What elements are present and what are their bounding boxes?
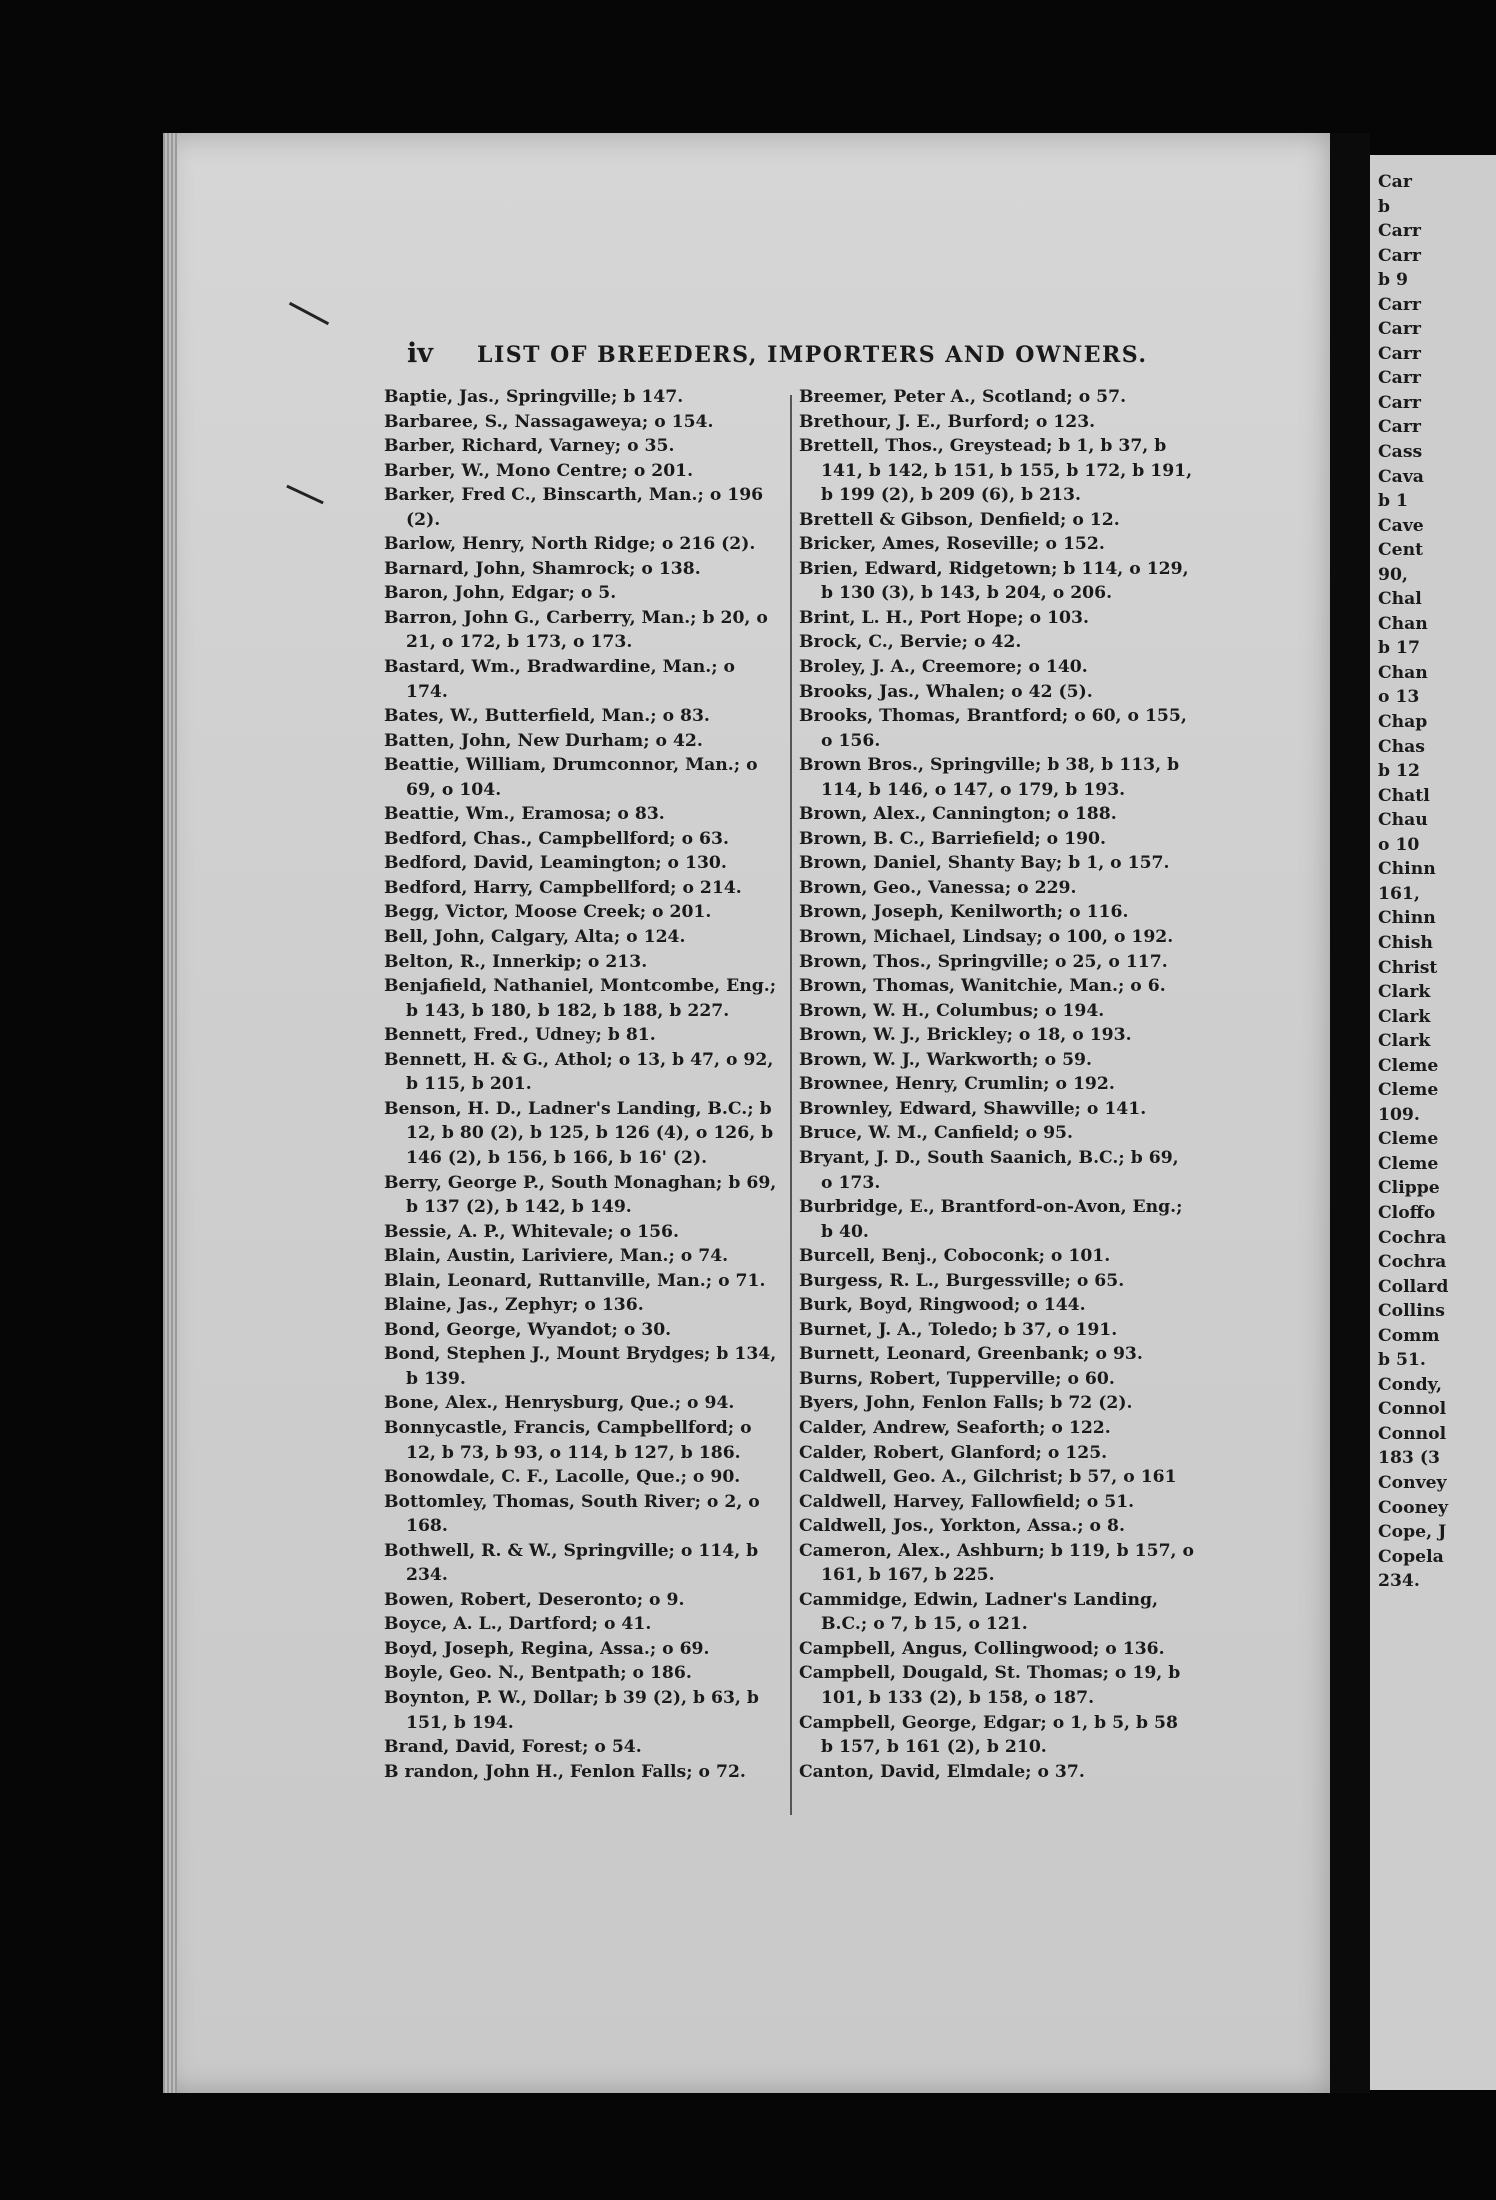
directory-entry: Breemer, Peter A., Scotland; o 57.	[799, 387, 1127, 407]
directory-entry: Caldwell, Jos., Yorkton, Assa.; o 8.	[799, 1516, 1125, 1537]
directory-entry: Bessie, A. P., Whitevale; o 156.	[384, 1221, 680, 1242]
adjacent-entry-fragment: Cleme	[1378, 1055, 1439, 1076]
directory-entry: Boynton, P. W., Dollar; b 39 (2), b 63, b 151, b 194.	[384, 1687, 759, 1733]
directory-entry: Bennett, Fred., Udney; b 81.	[384, 1025, 656, 1046]
directory-entry: Bruce, W. M., Canfield; o 95.	[799, 1123, 1073, 1144]
directory-entry: Bond, Stephen J., Mount Brydges; b 134, b 139.	[384, 1344, 777, 1389]
directory-entry: Broley, J. A., Creemore; o 140.	[799, 657, 1088, 678]
adjacent-entry-fragment: Carr	[1378, 417, 1421, 438]
adjacent-entry-fragment: o 13	[1378, 687, 1420, 708]
directory-entry: Barlow, Henry, North Ridge; o 216 (2).	[384, 534, 756, 555]
page-stack-edge	[163, 133, 177, 2093]
directory-entry: Boyce, A. L., Dartford; o 41.	[384, 1614, 652, 1635]
directory-entry: Bell, John, Calgary, Alta; o 124.	[384, 927, 686, 948]
directory-entry: Baron, John, Edgar; o 5.	[384, 583, 617, 604]
directory-entry: Brooks, Jas., Whalen; o 42 (5).	[799, 681, 1093, 702]
adjacent-entry-fragment: o 10	[1378, 834, 1420, 855]
adjacent-entry-fragment: b	[1378, 196, 1391, 217]
directory-entry: Brown, Alex., Cannington; o 188.	[799, 804, 1117, 825]
directory-entry: Brown, Joseph, Kenilworth; o 116.	[799, 902, 1129, 923]
directory-entry: Brooks, Thomas, Brantford; o 60, o 155, o 156.	[799, 706, 1187, 751]
book-gutter	[1330, 133, 1370, 2093]
column-divider	[790, 395, 792, 1815]
directory-entry: Brethour, J. E., Burford; o 123.	[799, 411, 1096, 432]
directory-entry: Bedford, David, Leamington; o 130.	[384, 853, 727, 874]
directory-entry: Burbridge, E., Brantford-on-Avon, Eng.; b 40.	[799, 1197, 1183, 1242]
directory-entry: Blaine, Jas., Zephyr; o 136.	[384, 1295, 644, 1316]
adjacent-entry-fragment: b 1	[1378, 491, 1408, 512]
directory-entry: Calder, Robert, Glanford; o 125.	[799, 1442, 1108, 1463]
directory-entry: Bennett, H. & G., Athol; o 13, b 47, o 92, b 115, b 201.	[384, 1049, 774, 1095]
adjacent-entry-fragment: Cleme	[1378, 1153, 1439, 1174]
directory-entry: Barron, John G., Carberry, Man.; b 20, o 21, o 172, b 173, o 173.	[384, 607, 768, 653]
directory-entry: Brown, W. J., Brickley; o 18, o 193.	[799, 1025, 1132, 1046]
directory-entry: Beattie, Wm., Eramosa; o 83.	[384, 804, 665, 825]
adjacent-entry-fragment: Cass	[1378, 442, 1423, 463]
adjacent-entry-fragment: b 12	[1378, 761, 1420, 782]
directory-entry: Blain, Austin, Lariviere, Man.; o 74.	[384, 1246, 729, 1267]
adjacent-entry-fragment: Carr	[1378, 392, 1421, 413]
directory-entry: Bonowdale, C. F., Lacolle, Que.; o 90.	[384, 1467, 741, 1488]
directory-entry: Begg, Victor, Moose Creek; o 201.	[384, 902, 712, 923]
adjacent-entry-fragment: Chatl	[1378, 785, 1430, 806]
directory-entry: Bothwell, R. & W., Springville; o 114, b 234.	[384, 1540, 759, 1586]
directory-entry: Bedford, Harry, Campbellford; o 214.	[384, 877, 742, 898]
adjacent-entry-fragment: Cochra	[1378, 1252, 1447, 1273]
directory-entry: Brown, Geo., Vanessa; o 229.	[799, 877, 1077, 898]
directory-entry: Brownee, Henry, Crumlin; o 192.	[799, 1074, 1115, 1095]
adjacent-entry-fragment: 90,	[1378, 564, 1408, 585]
directory-entry: Batten, John, New Durham; o 42.	[384, 730, 703, 751]
adjacent-entry-fragment: Collins	[1378, 1301, 1445, 1322]
right-column	[799, 385, 1194, 1784]
adjacent-entry-fragment: Cloffo	[1378, 1202, 1436, 1223]
directory-entry: Calder, Andrew, Seaforth; o 122.	[799, 1417, 1111, 1438]
adjacent-entry-fragment: Connol	[1378, 1423, 1447, 1444]
directory-entry: Burns, Robert, Tupperville; o 60.	[799, 1368, 1115, 1389]
directory-entry: Brownley, Edward, Shawville; o 141.	[799, 1098, 1147, 1119]
directory-entry: Bates, W., Butterfield, Man.; o 83.	[384, 706, 710, 727]
directory-entry: Bone, Alex., Henrysburg, Que.; o 94.	[384, 1393, 735, 1414]
directory-entry: Brown, Thos., Springville; o 25, o 117.	[799, 951, 1168, 972]
running-title: LIST OF BREEDERS, IMPORTERS AND OWNERS.	[477, 342, 1148, 368]
directory-entry: Caldwell, Geo. A., Gilchrist; b 57, o 161	[799, 1467, 1177, 1488]
adjacent-entry-fragment: b 51.	[1378, 1350, 1426, 1371]
adjacent-entry-fragment: Carr	[1378, 294, 1421, 315]
directory-entry: Brien, Edward, Ridgetown; b 114, o 129, b 130 (3), b 143, b 204, o 206.	[799, 558, 1189, 604]
adjacent-entry-fragment: Chinn	[1378, 908, 1436, 929]
directory-entry: Campbell, Angus, Collingwood; o 136.	[799, 1638, 1165, 1659]
adjacent-entry-fragment: Car	[1378, 172, 1412, 192]
directory-entry: Bedford, Chas., Campbellford; o 63.	[384, 828, 729, 849]
adjacent-entry-fragment: Connol	[1378, 1399, 1447, 1420]
adjacent-entry-fragment: Clark	[1378, 1006, 1431, 1027]
adjacent-entry-fragment: Cleme	[1378, 1080, 1439, 1101]
directory-entry: B randon, John H., Fenlon Falls; o 72.	[384, 1761, 746, 1782]
adjacent-entry-fragment: Convey	[1378, 1472, 1447, 1493]
adjacent-entry-fragment: Chan	[1378, 613, 1428, 634]
adjacent-entry-fragment: Carr	[1378, 368, 1421, 389]
directory-entry: Bottomley, Thomas, South River; o 2, o 168.	[384, 1491, 760, 1537]
adjacent-entry-fragment: Cleme	[1378, 1129, 1439, 1150]
directory-entry: Brock, C., Bervie; o 42.	[799, 632, 1022, 653]
adjacent-entry-fragment: 161,	[1378, 883, 1420, 904]
directory-entry: Bond, George, Wyandot; o 30.	[384, 1319, 672, 1340]
adjacent-entry-fragment: Christ	[1378, 957, 1438, 978]
directory-entry: Canton, David, Elmdale; o 37.	[799, 1761, 1085, 1782]
directory-entry: Burk, Boyd, Ringwood; o 144.	[799, 1295, 1086, 1316]
directory-entry: Bryant, J. D., South Saanich, B.C.; b 69, o 173.	[799, 1147, 1179, 1193]
directory-entry: Benson, H. D., Ladner's Landing, B.C.; b 12, b 80 (2), b 125, b 126 (4), o 126, b 146 (2), b 156, b 166, b 16' (2).	[384, 1098, 774, 1168]
directory-entry: Barber, Richard, Varney; o 35.	[384, 436, 675, 457]
directory-entry: Boyle, Geo. N., Bentpath; o 186.	[384, 1663, 692, 1684]
page-header	[407, 338, 1237, 378]
directory-entry: Brown, Michael, Lindsay; o 100, o 192.	[799, 927, 1174, 948]
directory-entry: Baptie, Jas., Springville; b 147.	[384, 387, 684, 407]
directory-entry: Brown, Daniel, Shanty Bay; b 1, o 157.	[799, 853, 1170, 874]
directory-entry: Burcell, Benj., Coboconk; o 101.	[799, 1246, 1111, 1267]
directory-entry: Boyd, Joseph, Regina, Assa.; o 69.	[384, 1638, 710, 1659]
adjacent-entry-fragment: Cava	[1378, 466, 1424, 487]
adjacent-page	[1370, 155, 1496, 2090]
adjacent-entry-fragment: Cope, J	[1378, 1522, 1447, 1543]
adjacent-entry-fragment: Chinn	[1378, 859, 1436, 880]
adjacent-entry-fragment: Clippe	[1378, 1178, 1440, 1199]
directory-entry: Barber, W., Mono Centre; o 201.	[384, 460, 694, 481]
directory-entry: Belton, R., Innerkip; o 213.	[384, 951, 648, 972]
directory-entry: Campbell, George, Edgar; o 1, b 5, b 58 b 157, b 161 (2), b 210.	[799, 1712, 1178, 1758]
adjacent-entry-fragment: Clark	[1378, 1031, 1431, 1052]
directory-entry: Berry, George P., South Monaghan; b 69, b 137 (2), b 142, b 149.	[384, 1172, 777, 1218]
adjacent-entry-fragment: Cooney	[1378, 1497, 1449, 1518]
directory-entry: Cammidge, Edwin, Ladner's Landing, B.C.; o 7, b 15, o 121.	[799, 1589, 1158, 1635]
adjacent-entry-fragment: Chas	[1378, 736, 1425, 757]
directory-entry: Benjafield, Nathaniel, Montcombe, Eng.; b 143, b 180, b 182, b 188, b 227.	[384, 976, 777, 1021]
adjacent-entry-fragment: Carr	[1378, 319, 1421, 340]
adjacent-entry-fragment: Carr	[1378, 221, 1421, 242]
directory-entry: Bonnycastle, Francis, Campbellford; o 12, b 73, b 93, o 114, b 127, b 186.	[384, 1417, 752, 1463]
directory-entry: Cameron, Alex., Ashburn; b 119, b 157, o 161, b 167, b 225.	[799, 1540, 1194, 1586]
directory-entry: Brown, B. C., Barriefield; o 190.	[799, 828, 1106, 849]
directory-entry: Brown, W. H., Columbus; o 194.	[799, 1000, 1105, 1021]
directory-entry: Barnard, John, Shamrock; o 138.	[384, 558, 701, 579]
adjacent-entry-fragment: Chish	[1378, 932, 1433, 953]
directory-entry: Bowen, Robert, Deseronto; o 9.	[384, 1589, 685, 1610]
adjacent-entry-fragment: Cochra	[1378, 1227, 1447, 1248]
adjacent-entry-fragment: b 9	[1378, 270, 1408, 291]
left-column	[384, 385, 779, 1784]
adjacent-entry-fragment: Carr	[1378, 343, 1421, 364]
adjacent-entry-fragment: Cent	[1378, 540, 1424, 561]
directory-entry: Brown, W. J., Warkworth; o 59.	[799, 1049, 1092, 1070]
adjacent-entry-fragment: 234.	[1378, 1571, 1420, 1592]
directory-entry: Barker, Fred C., Binscarth, Man.; o 196 (2).	[384, 485, 764, 530]
adjacent-entry-fragment: Copela	[1378, 1546, 1444, 1567]
directory-entry: Burnett, Leonard, Greenbank; o 93.	[799, 1344, 1143, 1365]
directory-entry: Brown, Thomas, Wanitchie, Man.; o 6.	[799, 976, 1166, 997]
directory-entry: Brettell & Gibson, Denfield; o 12.	[799, 509, 1120, 530]
directory-entry: Brettell, Thos., Greystead; b 1, b 37, b 141, b 142, b 151, b 155, b 172, b 191, b 199 (2), b 209 (6), b 213.	[799, 436, 1193, 506]
page-number: iv	[407, 338, 433, 369]
directory-entry: Beattie, William, Drumconnor, Man.; o 69, o 104.	[384, 755, 758, 800]
adjacent-entry-fragment: Chap	[1378, 712, 1428, 733]
directory-entry: Byers, John, Fenlon Falls; b 72 (2).	[799, 1393, 1133, 1414]
adjacent-entry-fragment: Clark	[1378, 982, 1431, 1003]
directory-entry: Brown Bros., Springville; b 38, b 113, b 114, b 146, o 147, o 179, b 193.	[799, 755, 1180, 800]
directory-entry: Burgess, R. L., Burgessville; o 65.	[799, 1270, 1125, 1291]
adjacent-entry-fragment: Comm	[1378, 1325, 1440, 1346]
directory-entry: Campbell, Dougald, St. Thomas; o 19, b 101, b 133 (2), b 158, o 187.	[799, 1663, 1181, 1708]
adjacent-entry-fragment: Chan	[1378, 662, 1428, 683]
directory-entry: Burnet, J. A., Toledo; b 37, o 191.	[799, 1319, 1118, 1340]
adjacent-entry-fragment: Chal	[1378, 589, 1422, 610]
directory-entry: Bastard, Wm., Bradwardine, Man.; o 174.	[384, 657, 736, 702]
directory-entry: Brand, David, Forest; o 54.	[384, 1737, 642, 1758]
adjacent-entry-fragment: b 17	[1378, 638, 1420, 659]
directory-entry: Blain, Leonard, Ruttanville, Man.; o 71.	[384, 1270, 766, 1291]
adjacent-entry-fragment: Cave	[1378, 515, 1424, 536]
adjacent-entry-fragment: Chau	[1378, 810, 1428, 831]
adjacent-entry-fragment: Collard	[1378, 1276, 1449, 1297]
adjacent-entry-fragment: Condy,	[1378, 1374, 1442, 1395]
adjacent-entry-fragment: Carr	[1378, 245, 1421, 266]
adjacent-page-text	[1370, 170, 1496, 1594]
directory-entry: Caldwell, Harvey, Fallowfield; o 51.	[799, 1491, 1135, 1512]
adjacent-entry-fragment: 109.	[1378, 1104, 1420, 1125]
directory-entry: Brint, L. H., Port Hope; o 103.	[799, 607, 1089, 628]
directory-entry: Bricker, Ames, Roseville; o 152.	[799, 534, 1105, 555]
directory-entry: Barbaree, S., Nassagaweya; o 154.	[384, 411, 714, 432]
adjacent-entry-fragment: 183 (3	[1378, 1448, 1440, 1469]
